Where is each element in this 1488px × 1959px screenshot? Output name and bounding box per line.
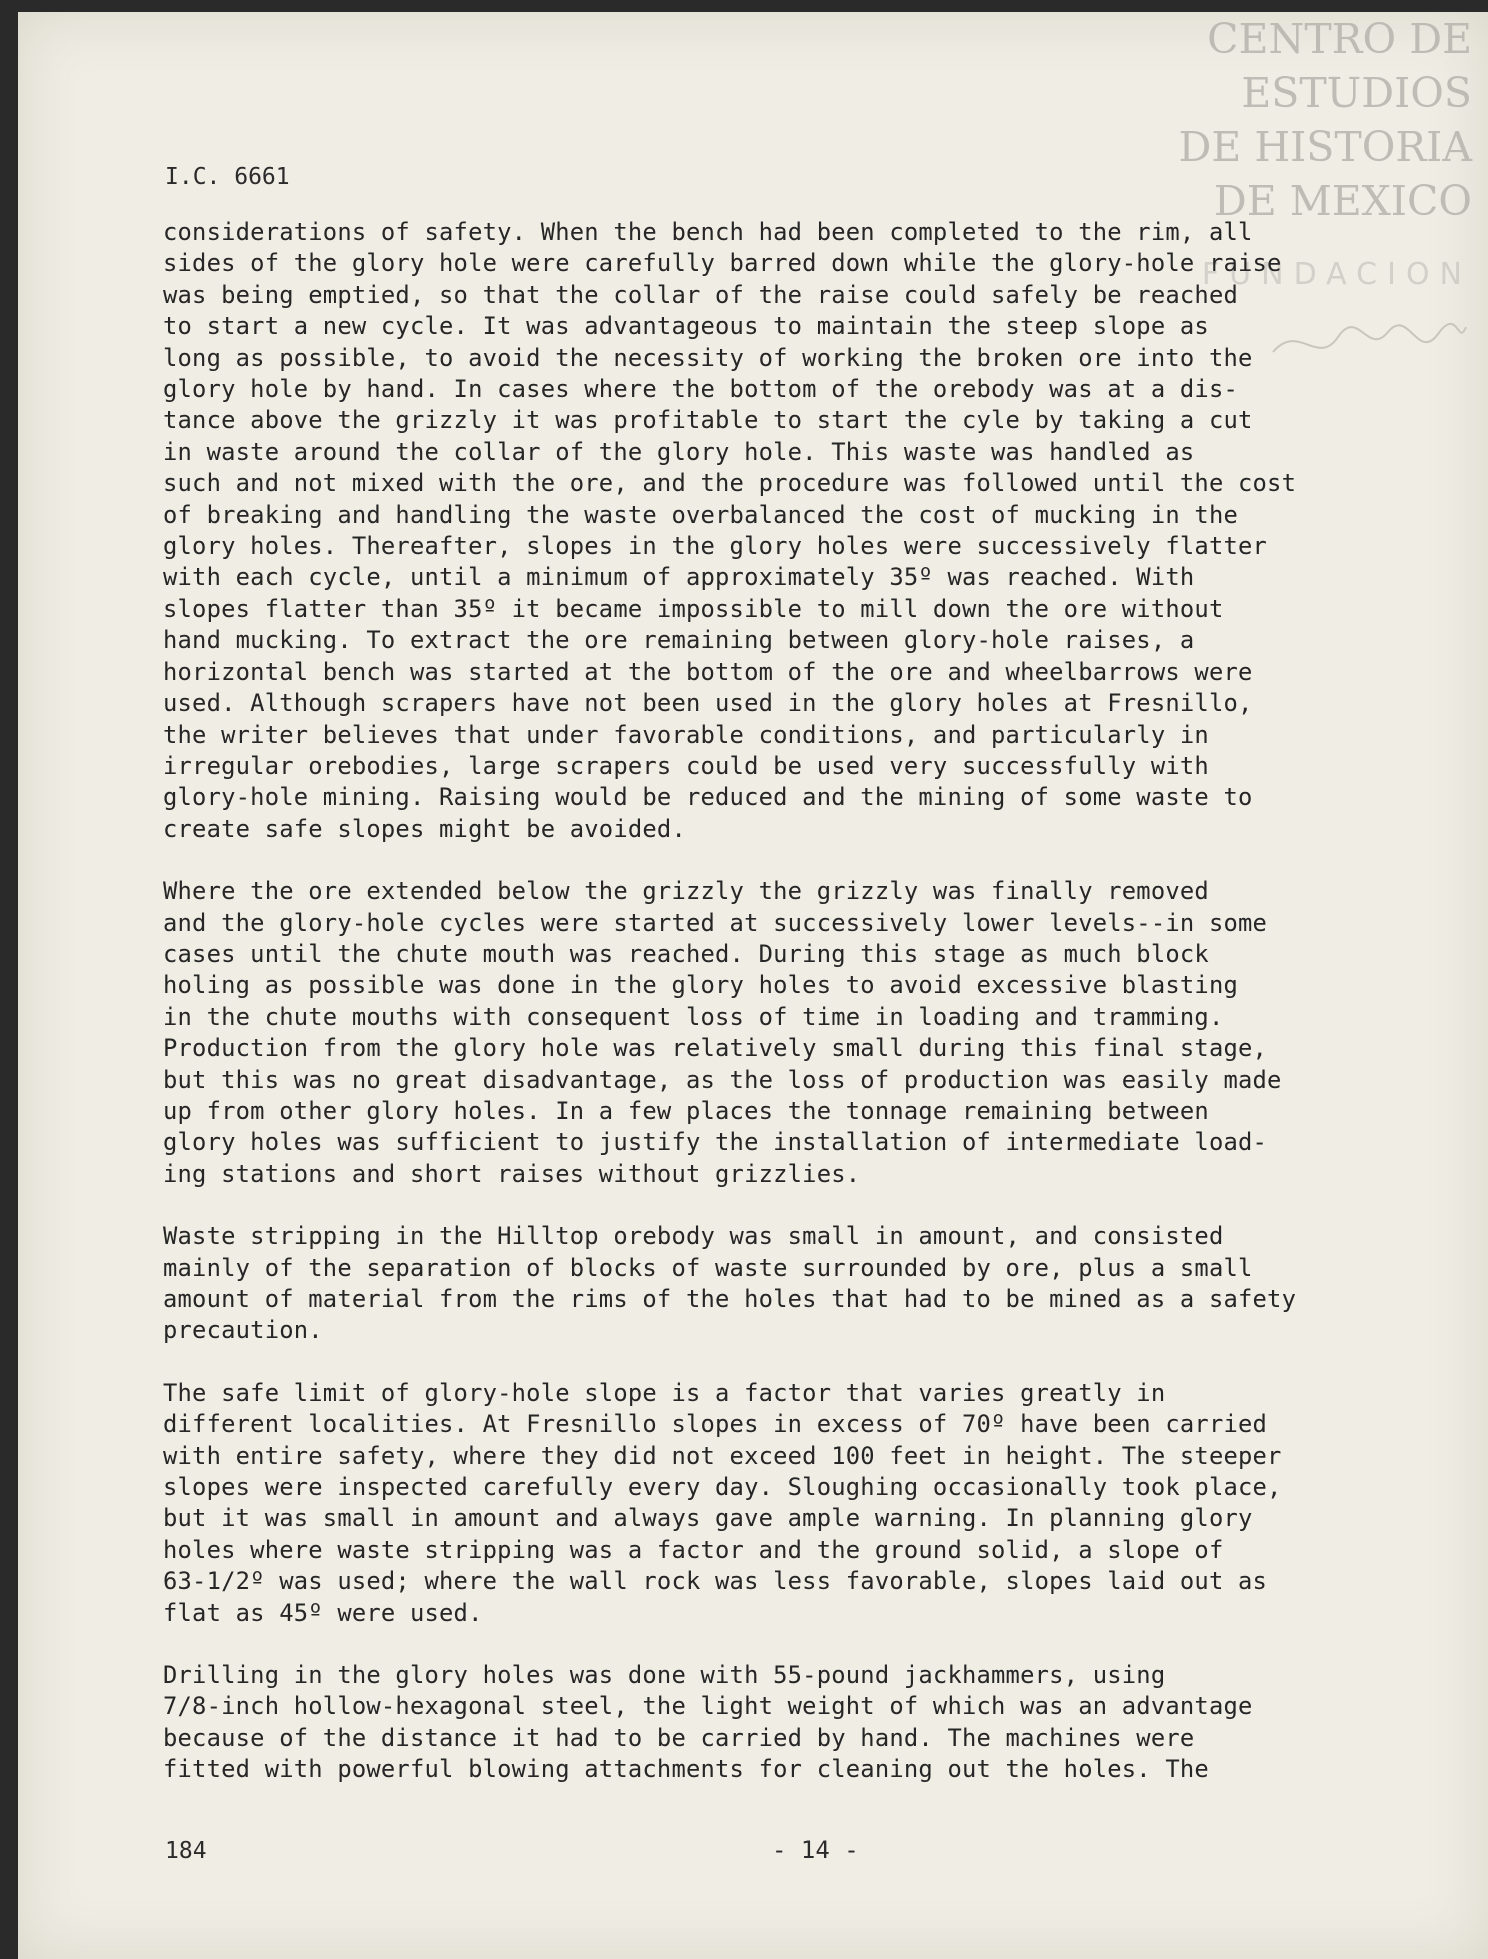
paragraph-1: considerations of safety. When the bench had been completed to the rim, all sides of the glory hole were carefully barred down while the glory-hole raise was being emptied, so that the collar of the raise could safely be reached to start a new cycle. It was advantageous to maintain the steep slope as long as possible, to avoid the necessity of working the broken ore into the glory hole by hand. In cases where the bottom of the orebody was at a dis- tance above the grizzly it was profitable to start the cyle by taking a cut in waste around the collar of the glory hole. This waste was handled as such and not mixed with the ore, and the procedure was followed until the cost of breaking and handling the waste overbalanced the cost of mucking in the glory holes. Thereafter, slopes in the glory holes were successively flatter with each cycle, until a minimum of approximately 35º was reached. With slopes flatter than 35º it became impossible to mill down the ore without hand mucking. To extract the ore remaining between glory-hole raises, a horizontal bench was started at the bottom of the ore and wheelbarrows were used. Although scrapers have not been used in the glory holes at Fresnillo, the writer believes that under favorable conditions, and particularly in irregular orebodies, large scrapers could be used very successfully with glory-hole mining. Raising would be reduced and the mining of some waste to create safe slopes might be avoided.	[163, 218, 1297, 843]
watermark-line-3: DE HISTORIA	[1178, 123, 1472, 171]
watermark-line-2: ESTUDIOS	[1241, 69, 1472, 117]
archive-watermark	[1178, 12, 1472, 292]
watermark-line-1: CENTRO DE	[1207, 15, 1472, 63]
paragraph-2: Where the ore extended below the grizzly the grizzly was finally removed and the glory-hole cycles were started at successively lower levels--in some cases until the chute mouth was reached. During this stage as much block holing as possible was done in the glory holes to avoid excessive blasting in the chute mouths with consequent loss of time in loading and tramming. Production from the glory hole was relatively small during this final stage, but this was no great disadvantage, as the loss of production was easily made up from other glory holes. In a few places the tonnage remaining between glory holes was sufficient to justify the installation of intermediate load- ing stations and short raises without grizzlies.	[163, 877, 1282, 1188]
watermark-line-4: DE MEXICO	[1213, 177, 1472, 225]
document-page	[18, 12, 1488, 1959]
footer-left-number: 184	[165, 1838, 207, 1864]
body-text	[163, 217, 1453, 1817]
document-id: I.C. 6661	[165, 164, 290, 190]
watermark-subtext: FUNDACION	[1201, 257, 1472, 292]
paragraph-3: Waste stripping in the Hilltop orebody was small in amount, and consisted mainly of the separation of blocks of waste surrounded by ore, plus a small amount of material from the rims of the holes that had to be mined as a safety precaution.	[163, 1222, 1297, 1345]
paragraph-5: Drilling in the glory holes was done with 55-pound jackhammers, using 7/8-inch hollow-hexagonal steel, the light weight of which was an advantage because of the distance it had to be carried by hand. The machines were fitted with powerful blowing attachments for cleaning out the holes. The	[163, 1661, 1253, 1784]
paragraph-4: The safe limit of glory-hole slope is a factor that varies greatly in different localities. At Fresnillo slopes in excess of 70º have been carried with entire safety, where they did not exceed 100 feet in height. The steeper slopes were inspected carefully every day. Sloughing occasionally took place, but it was small in amount and always gave ample warning. In planning glory holes where waste stripping was a factor and the ground solid, a slope of 63-1/2º was used; where the wall rock was less favorable, slopes laid out as flat as 45º were used.	[163, 1378, 1282, 1627]
page-number: - 14 -	[772, 1836, 859, 1864]
